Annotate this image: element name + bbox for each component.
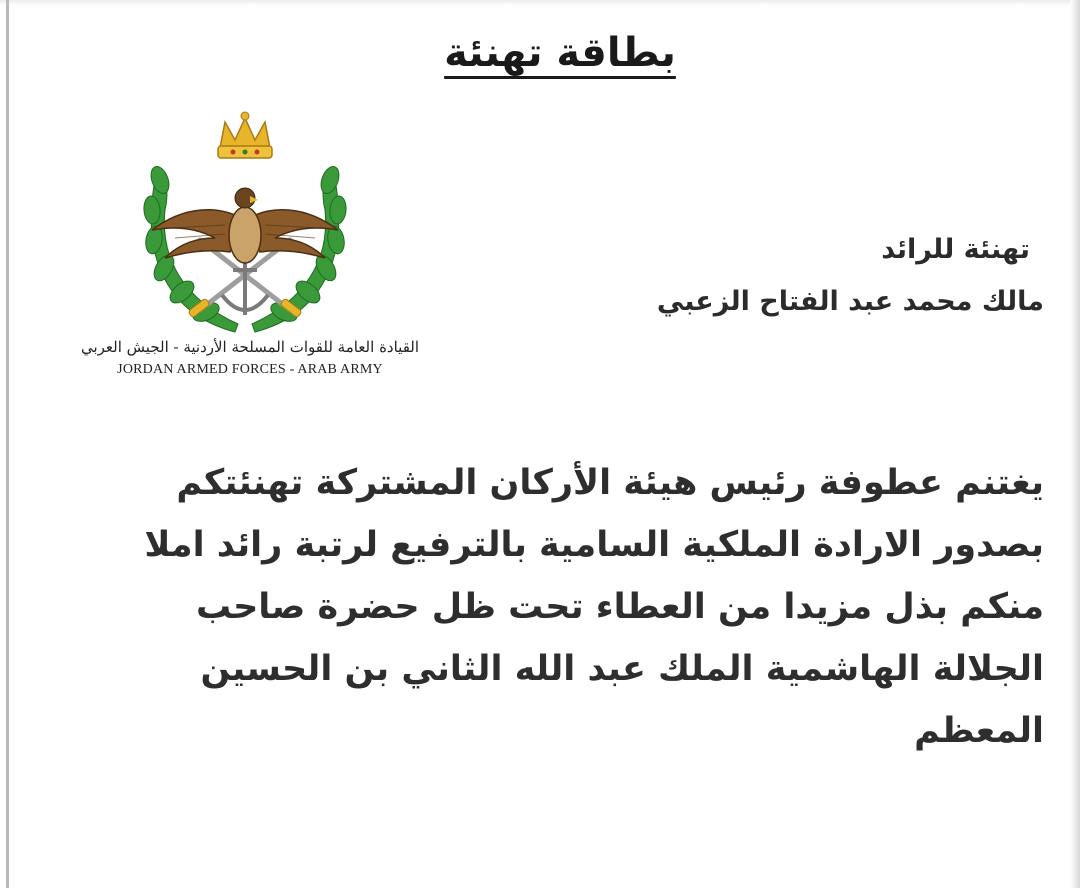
- recipient-name-line: مالك محمد عبد الفتاح الزعبي: [656, 286, 1044, 317]
- emblem-arabic-caption: القيادة العامة للقوات المسلحة الأردنية - الجيش العربي: [80, 338, 420, 356]
- left-border-line: [6, 0, 9, 888]
- message-line: المعظم: [914, 711, 1044, 751]
- message-line: يغتنم عطوفة رئيس هيئة الأركان المشتركة تهنئتكم: [176, 463, 1044, 503]
- congratulation-message: [104, 452, 1044, 762]
- crown-icon: [218, 112, 272, 158]
- recipient-rank-line: تهنئة للرائد: [881, 234, 1030, 265]
- recipient-block: [484, 224, 1044, 328]
- top-shadow: [0, 0, 1080, 6]
- eagle-icon: [152, 188, 338, 263]
- jaf-emblem-logo: [130, 110, 360, 340]
- emblem-english-caption: JORDAN ARMED FORCES - ARAB ARMY: [117, 362, 383, 377]
- message-line: الجلالة الهاشمية الملك عبد الله الثاني بن الحسين: [200, 649, 1044, 689]
- message-line: منكم بذل مزيدا من العطاء تحت ظل حضرة صاحب: [196, 587, 1044, 627]
- right-shadow: [1070, 0, 1080, 888]
- card-title: بطاقة تهنئة: [444, 30, 676, 76]
- message-line: بصدور الارادة الملكية السامية بالترفيع لرتبة رائد املا: [144, 525, 1044, 565]
